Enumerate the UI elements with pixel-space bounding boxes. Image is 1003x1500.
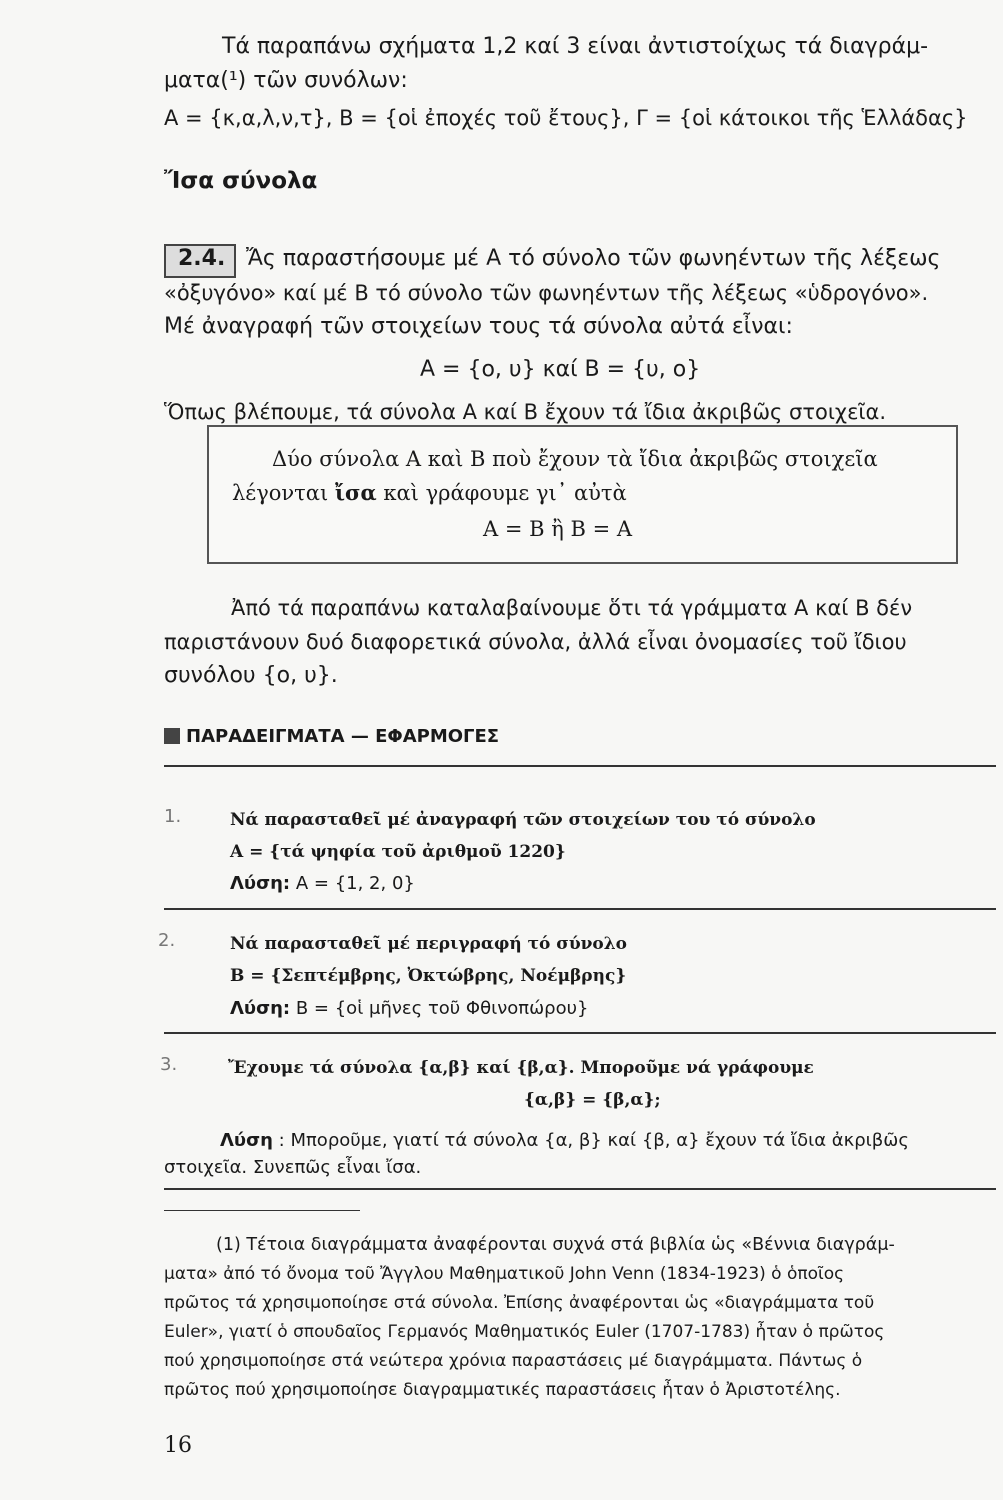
- definition-line-2: [232, 476, 627, 510]
- section-line-1: Ἄς παραστήσουμε μέ Α τό σύνολο τῶν φωνηέντων τῆς λέξεως: [246, 246, 941, 271]
- section-number: 2.4.: [178, 246, 226, 271]
- divider: [164, 1032, 996, 1034]
- definition-pre: λέγονται: [232, 481, 329, 505]
- example-1-solution: [230, 873, 415, 894]
- section-line-4: Ὅπως βλέπουμε, τά σύνολα Α καί Β ἔχουν τά ἴδια ἀκριβῶς στοιχεῖα.: [164, 400, 887, 424]
- example-3-solution: [220, 1130, 909, 1151]
- example-3-solution-label: Λύση: [220, 1130, 273, 1151]
- conclusion-line-1: Ἀπό τά παραπάνω καταλαβαίνουμε ὅτι τά γράμματα Α καί Β δέν: [231, 596, 913, 620]
- example-1-number: 1.: [164, 806, 182, 827]
- example-1-solution-text: Α = {1, 2, 0}: [295, 873, 415, 894]
- definition-line-1: Δύο σύνολα Α καὶ Β ποὺ ἔχουν τὰ ἴδια ἀκριβῶς στοιχεῖα: [272, 447, 878, 471]
- conclusion-line-2: παριστάνουν δυό διαφορετικά σύνολα, ἀλλά εἶναι ὀνομασίες τοῦ ἴδιου: [164, 630, 907, 654]
- example-2-number: 2.: [158, 930, 176, 951]
- example-3-line-1: Ἔχουμε τά σύνολα {α,β} καί {β,α}. Μποροῦμε νά γράφουμε: [228, 1058, 814, 1078]
- example-2-line-1: Νά παρασταθεῖ μέ περιγραφή τό σύνολο: [230, 934, 628, 954]
- page-number: 16: [164, 1433, 192, 1458]
- divider: [164, 765, 996, 767]
- divider: [164, 1188, 996, 1190]
- footnote-line-2: ματα» ἀπό τό ὄνομα τοῦ Ἄγγλου Μαθηματικοῦ John Venn (1834-1923) ὁ ὁποῖος: [164, 1264, 845, 1284]
- example-3-solution-text: : Μποροῦμε, γιατί τά σύνολα {α, β} καί {β, α} ἔχουν τά ἴδια ἀκριβῶς: [278, 1130, 909, 1151]
- example-3-solution-cont: στοιχεῖα. Συνεπῶς εἶναι ἴσα.: [164, 1157, 422, 1178]
- example-2-solution-label: Λύση:: [230, 998, 291, 1019]
- example-2-solution: [230, 998, 588, 1019]
- footnote-separator: [164, 1210, 360, 1211]
- example-3-number: 3.: [160, 1054, 178, 1075]
- intro-line-2: ματα(¹) τῶν συνόλων:: [164, 68, 408, 93]
- example-2-line-2: Β = {Σεπτέμβρης, Ὀκτώβρης, Νοέμβρης}: [230, 966, 627, 986]
- section-line-3: Μέ ἀναγραφή τῶν στοιχείων τους τά σύνολα αὐτά εἶναι:: [164, 314, 793, 339]
- section-formula: Α = {ο, υ} καί Β = {υ, ο}: [420, 357, 701, 382]
- footnote-line-4: Euler», γιατί ὁ σπουδαῖος Γερμανός Μαθηματικός Euler (1707-1783) ἦταν ὁ πρῶτος: [164, 1322, 885, 1342]
- example-3-line-2: {α,β} = {β,α};: [524, 1090, 661, 1110]
- example-2-solution-text: Β = {οἱ μῆνες τοῦ Φθινοπώρου}: [295, 998, 589, 1019]
- heading-equal-sets: Ἴσα σύνολα: [164, 168, 318, 194]
- definition-formula: Α = Β ἢ Β = Α: [483, 517, 633, 541]
- intro-line-1: Τά παραπάνω σχήματα 1,2 καί 3 είναι ἀντιστοίχως τά διαγράμ-: [222, 34, 929, 59]
- definition-post: καὶ γράφουμε γι᾿ αὐτὰ: [383, 481, 627, 505]
- intro-sets-line: Α = {κ,α,λ,ν,τ}, Β = {οἱ ἐποχές τοῦ ἔτους}, Γ = {οἱ κάτοικοι τῆς Ἑλλάδας}: [164, 106, 968, 130]
- bullet-square-icon: [164, 728, 180, 744]
- conclusion-line-3: συνόλου {ο, υ}.: [164, 663, 338, 688]
- section-line-2: «ὀξυγόνο» καί μέ Β τό σύνολο τῶν φωνηέντων τῆς λέξεως «ὑδρογόνο».: [164, 281, 929, 305]
- definition-term: ἴσα: [334, 480, 377, 505]
- example-1-line-1: Νά παρασταθεῖ μέ ἀναγραφή τῶν στοιχείων του τό σύνολο: [230, 810, 816, 830]
- examples-heading: ΠΑΡΑΔΕΙΓΜΑΤΑ — ΕΦΑΡΜΟΓΕΣ: [186, 726, 500, 747]
- footnote-line-1: (1) Τέτοια διαγράμματα ἀναφέρονται συχνά στά βιβλία ὡς «Βέννια διαγράμ-: [216, 1235, 895, 1255]
- divider: [164, 908, 996, 910]
- footnote-line-5: πού χρησιμοποίησε στά νεώτερα χρόνια παραστάσεις μέ διαγράμματα. Πάντως ὁ: [164, 1351, 863, 1371]
- example-1-solution-label: Λύση:: [230, 873, 291, 894]
- footnote-line-6: πρῶτος πού χρησιμοποίησε διαγραμματικές παραστάσεις ἦταν ὁ Ἀριστοτέλης.: [164, 1380, 841, 1400]
- footnote-line-3: πρῶτος τά χρησιμοποίησε στά σύνολα. Ἐπίσης ἀναφέρονται ὡς «διαγράμματα τοῦ: [164, 1293, 875, 1313]
- example-1-line-2: Α = {τά ψηφία τοῦ ἀριθμοῦ 1220}: [230, 842, 566, 862]
